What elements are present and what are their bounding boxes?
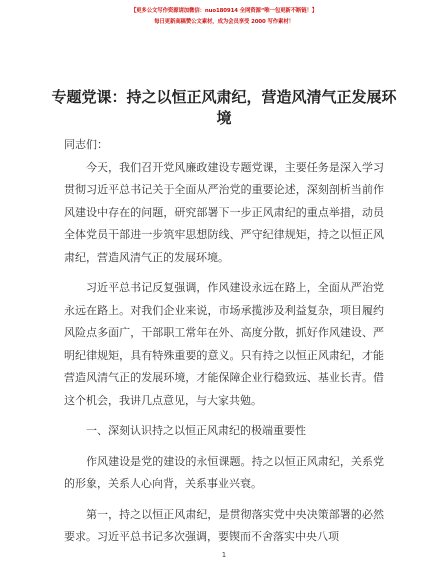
body-paragraph: 作风建设是党的建设的永恒课题。持之以恒正风肃纪，关系党的形象，关系人心向背，关系事业兴衰。	[64, 454, 384, 490]
document-title: 专题党课：持之以恒正风肃纪，营造风清气正发展环境	[51, 88, 397, 127]
page-number: 1	[221, 551, 227, 559]
promo-banner	[0, 6, 448, 28]
promo-banner-line-2: 每日更新高稿赞公文素材，成为会员享受 2000 写作素材！	[154, 19, 294, 25]
body-paragraph: 第一，持之以恒正风肃纪，是贯彻落实党中央决策部署的必然要求。习近平总书记多次强调，要锲而不舍落实中央八项	[64, 507, 384, 543]
section-heading: 一、深刻认识持之以恒正风肃纪的极端重要性	[86, 424, 306, 437]
salutation: 同志们：	[64, 138, 108, 151]
body-paragraph: 习近平总书记反复强调，作风建设永远在路上，全面从严治党永远在路上。对我们企业来说，市场承揽涉及利益复杂，项目履约风险点多面广，干部职工常年在外、高度分散，抓好作风建设、严明纪律规矩，具有特殊重要的意义。只有持之以恒正风肃纪，才能营造风清气正的发展环境，才能保障企业行稳致远、基业长青。借这个机会，我讲几点意见，与大家共勉。	[64, 281, 384, 407]
body-paragraph: 今天，我们召开党风廉政建设专题党课，主要任务是深入学习贯彻习近平总书记关于全面从严治党的重要论述，深刻剖析当前作风建设中存在的问题，研究部署下一步正风肃纪的重点举措，动员全体党员干部进一步筑牢思想防线、严守纪律规矩，持之以恒正风肃纪，营造风清气正的发展环境。	[64, 160, 384, 264]
promo-banner-line-1: 【更多公文写作资源请加微信：nuo180914 全网资源“唯一包更新不断链！】	[130, 8, 318, 14]
document-body	[64, 134, 384, 549]
